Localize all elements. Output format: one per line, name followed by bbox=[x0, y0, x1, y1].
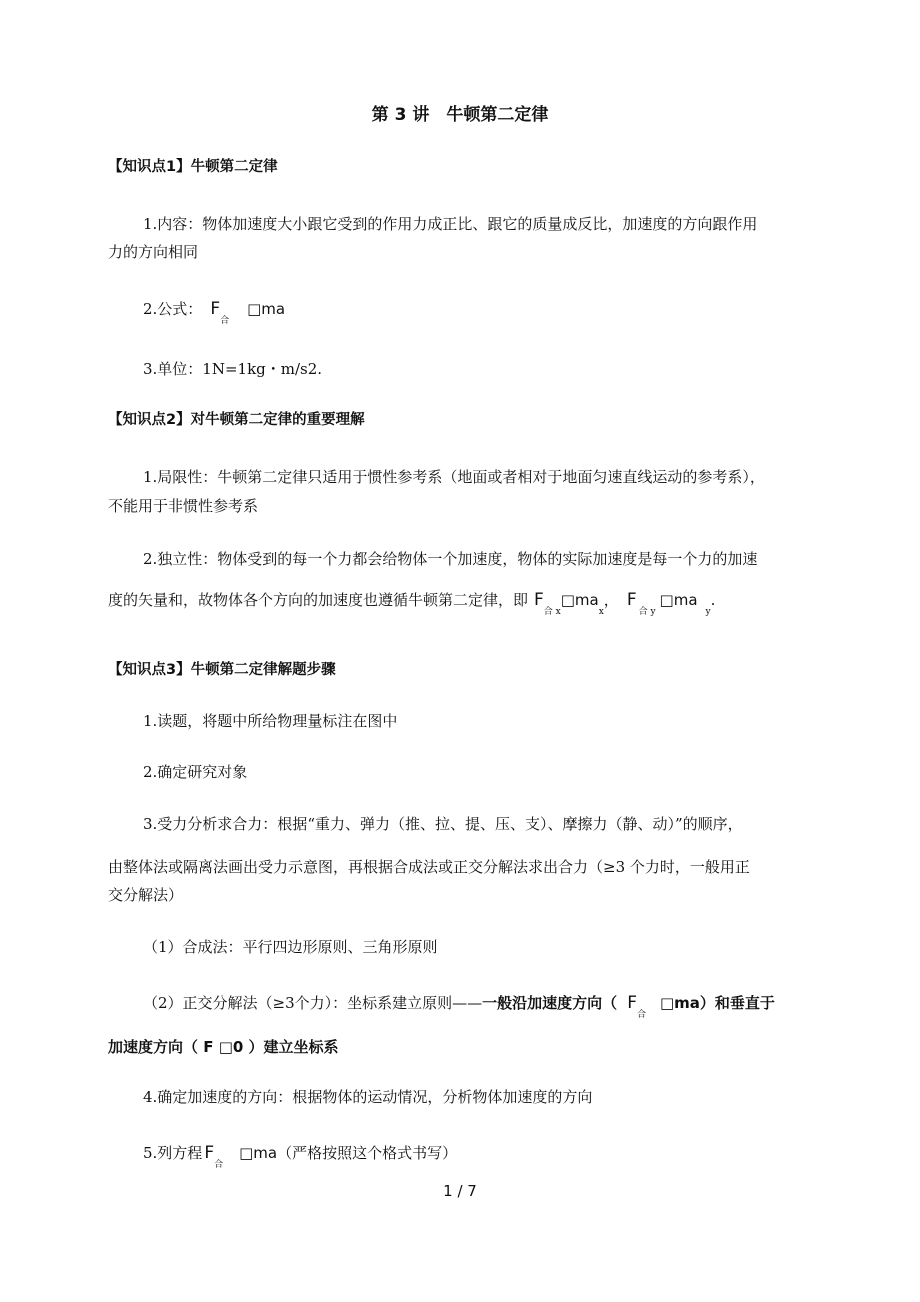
page-number: 1 / 7 bbox=[443, 1182, 477, 1200]
eq-sub-y2: y bbox=[705, 607, 711, 617]
eq-F-x: F bbox=[534, 590, 544, 610]
kp2-item2-line1: 2.独立性：物体受到的每一个力都会给物体一个加速度，物体的实际加速度是每一个力的加速 bbox=[143, 550, 758, 568]
kp3-sub2-F: F bbox=[627, 993, 637, 1013]
kp3-sub2-bold: 一般沿加速度方向（ bbox=[482, 994, 618, 1012]
formula-subscript: 合 bbox=[220, 316, 230, 326]
kp3-step5-sub: 合 bbox=[214, 1160, 224, 1170]
kp1-item1-line2: 力的方向相同 bbox=[108, 243, 199, 261]
eq-sub-y: 合 y bbox=[638, 607, 656, 617]
kp3-step5 bbox=[143, 1143, 458, 1170]
formula-rhs: □ma bbox=[247, 300, 286, 318]
kp3-sub2-prefix: （2）正交分解法（≥3个力）：坐标系建立原则—— bbox=[143, 994, 483, 1012]
page-title: 第 3 讲 牛顿第二定律 bbox=[371, 105, 549, 125]
kp1-heading: 【知识点1】牛顿第二定律 bbox=[108, 159, 278, 175]
formula-F: F bbox=[210, 299, 221, 319]
kp3-step5-rhs: □ma bbox=[239, 1144, 278, 1162]
eq-F-y: F bbox=[626, 590, 637, 610]
kp3-step2: 2.确定研究对象 bbox=[143, 763, 248, 781]
kp2-item2-text: 度的矢量和，故物体各个方向的加速度也遵循牛顿第二定律，即 bbox=[108, 591, 529, 609]
kp3-sub1: （1）合成法：平行四边形原则、三角形原则 bbox=[143, 938, 438, 956]
kp1-formula-line bbox=[143, 299, 286, 326]
eq-separator: ， bbox=[603, 591, 619, 609]
kp3-sub2-rhs: □ma）和垂直于 bbox=[659, 994, 775, 1012]
eq-rhs-x: □ma bbox=[560, 591, 599, 609]
kp3-step1: 1.读题，将题中所给物理量标注在图中 bbox=[143, 712, 398, 730]
kp3-sub2-line1 bbox=[143, 993, 775, 1020]
kp3-step5-F: F bbox=[204, 1143, 215, 1163]
kp3-step3-line2: 由整体法或隔离法画出受力示意图，再根据合成法或正交分解法求出合力（≥3 个力时，一般用正 bbox=[108, 858, 750, 876]
eq-rhs-y: □ma bbox=[659, 591, 698, 609]
kp2-item1-line1: 1.局限性：牛顿第二定律只适用于惯性参考系（地面或者相对于地面匀速直线运动的参考系）， bbox=[143, 468, 765, 486]
kp3-step5-prefix: 5.列方程 bbox=[143, 1144, 203, 1162]
kp3-step3-line1: 3.受力分析求合力：根据“重力、弹力（推、拉、提、压、支）、摩擦力（静、动）”的顺序， bbox=[143, 815, 743, 833]
kp3-sub2-line2: 加速度方向（ F □0 ）建立坐标系 bbox=[108, 1038, 339, 1056]
kp1-item3: 3.单位：1N=1kg・m/s2. bbox=[143, 360, 323, 378]
eq-sub-x2: x bbox=[598, 607, 604, 617]
kp3-step4: 4.确定加速度的方向：根据物体的运动情况，分析物体加速度的方向 bbox=[143, 1088, 593, 1106]
kp2-heading: 【知识点2】对牛顿第二定律的重要理解 bbox=[108, 412, 365, 428]
kp3-step3-line3: 交分解法） bbox=[108, 886, 184, 904]
kp2-item1-line2: 不能用于非惯性参考系 bbox=[108, 497, 259, 515]
eq-sub-x: 合 x bbox=[543, 607, 561, 617]
kp2-item2-line2 bbox=[108, 590, 716, 617]
kp3-heading: 【知识点3】牛顿第二定律解题步骤 bbox=[108, 662, 336, 678]
eq-end: . bbox=[710, 591, 716, 609]
kp3-step5-suffix: （严格按照这个格式书写） bbox=[277, 1144, 458, 1162]
kp1-item2-prefix: 2.公式： bbox=[143, 300, 203, 318]
kp1-item1-line1: 1.内容：物体加速度大小跟它受到的作用力成正比、跟它的质量成反比，加速度的方向跟作用 bbox=[143, 215, 758, 233]
kp3-sub2-Fsub: 合 bbox=[636, 1010, 646, 1020]
